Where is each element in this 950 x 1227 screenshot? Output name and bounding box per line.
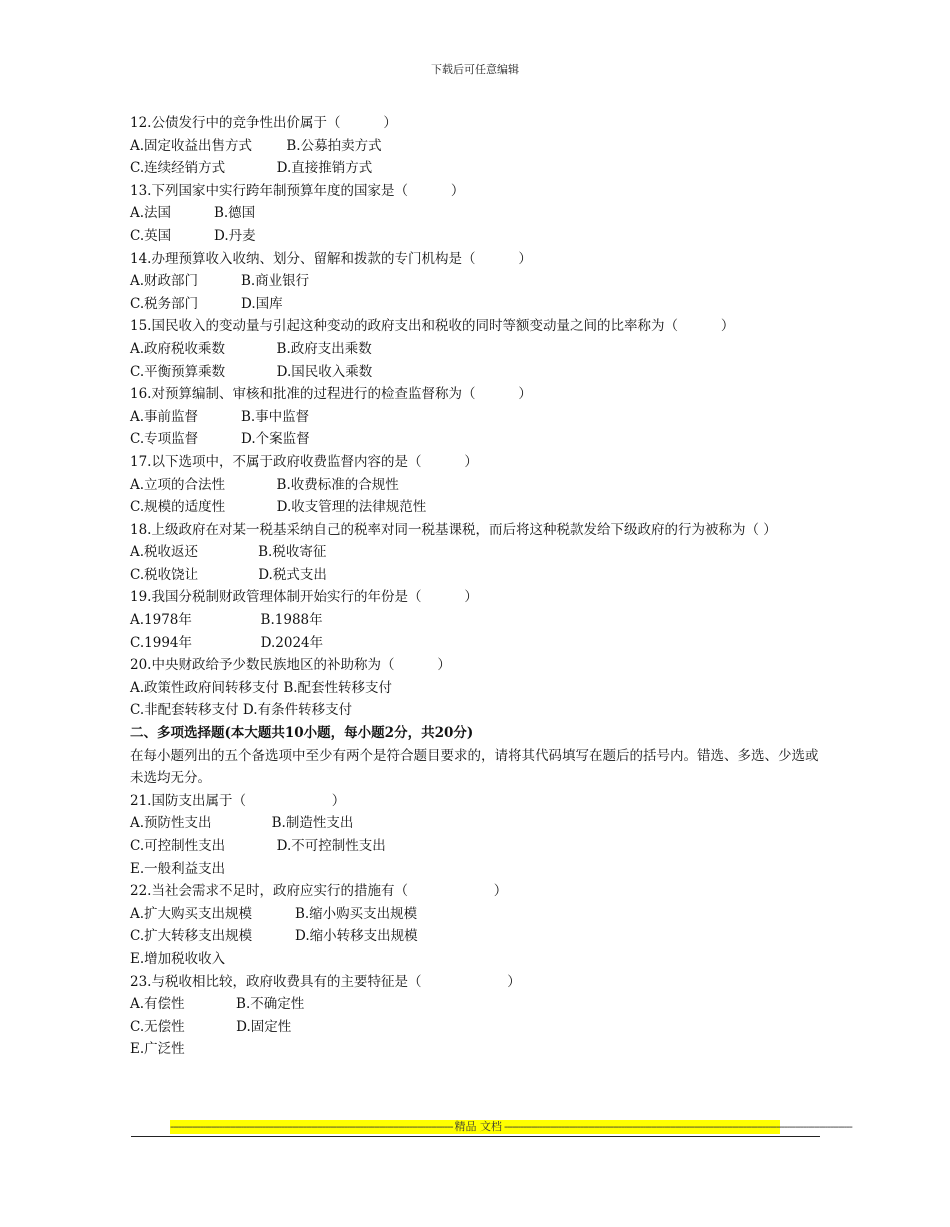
option-line: C.规模的适度性 D.收支管理的法律规范性	[130, 499, 427, 516]
option-line: A.政府税收乘数 B.政府支出乘数	[130, 340, 372, 357]
option-line: E.增加税收收入	[130, 950, 226, 967]
option-line: A.政策性政府间转移支付 B.配套性转移支付	[130, 679, 393, 696]
question-line: 13.下列国家中实行跨年制预算年度的国家是（ ）	[130, 182, 465, 199]
option-line: C.平衡预算乘数 D.国民收入乘数	[130, 363, 373, 380]
option-line: A.法国 B.德国	[130, 205, 256, 222]
option-line: A.1978年 B.1988年	[130, 612, 323, 629]
question-line: 12.公债发行中的竞争性出价属于（ ）	[130, 115, 397, 131]
option-line: C.连续经销方式 D.直接推销方式	[130, 160, 373, 177]
footer-rule	[131, 1136, 820, 1137]
option-line: E.广泛性	[130, 1041, 185, 1058]
question-line: 14.办理预算收入收纳、划分、留解和拨款的专门机构是（ ）	[130, 250, 532, 267]
option-line: A.固定收益出售方式 B.公募拍卖方式	[130, 137, 382, 154]
question-line: 17.以下选项中，不属于政府收费监督内容的是（ ）	[130, 453, 478, 470]
exam-content	[130, 112, 820, 1061]
question-line: 16.对预算编制、审核和批准的过程进行的检查监督称为（ ）	[130, 386, 532, 403]
question-line: 22.当社会需求不足时，政府应实行的措施有（ ）	[130, 883, 508, 900]
footer-dashes-right: --------------------------------------------------------------------------------------------------------------------------------	[504, 1120, 852, 1133]
question-line: 20.中央财政给予少数民族地区的补助称为（ ）	[130, 657, 451, 674]
option-line: C.税收饶让 D.税式支出	[130, 566, 327, 583]
section-heading: 二、多项选择题(本大题共10小题，每小题2分，共20分)	[130, 725, 474, 742]
option-line: A.扩大购买支出规模 B.缩小购买支出规模	[130, 905, 418, 922]
question-line: 15.国民收入的变动量与引起这种变动的政府支出和税收的同时等额变动量之间的比率称为（ ）	[130, 318, 735, 335]
option-line: A.预防性支出 B.制造性支出	[130, 815, 354, 832]
option-line: A.事前监督 B.事中监督	[130, 408, 310, 425]
page-footer	[170, 1120, 852, 1134]
option-line: C.无偿性 D.固定性	[130, 1018, 292, 1035]
question-line: 21.国防支出属于（ ）	[130, 792, 346, 809]
option-line: A.有偿性 B.不确定性	[130, 996, 305, 1013]
question-line: 23.与税收相比较，政府收费具有的主要特征是（ ）	[130, 973, 521, 990]
option-line: C.英国 D.丹麦	[130, 227, 256, 244]
option-line: C.扩大转移支出规模 D.缩小转移支出规模	[130, 928, 418, 945]
footer-dashes-left: --------------------------------------------------------------------------------------------------------	[170, 1120, 453, 1133]
option-line: C.可控制性支出 D.不可控制性支出	[130, 838, 386, 854]
question-line: 19.我国分税制财政管理体制开始实行的年份是（ ）	[130, 589, 478, 606]
option-line: C.非配套转移支付 D.有条件转移支付	[130, 702, 353, 719]
option-line: A.财政部门 B.商业银行	[130, 273, 310, 290]
option-line: C.1994年 D.2024年	[130, 634, 324, 651]
option-line: A.立项的合法性 B.收费标准的合规性	[130, 476, 399, 493]
option-line: E.一般利益支出	[130, 860, 226, 877]
option-line: A.税收返还 B.税收寄征	[130, 544, 327, 561]
option-line: C.税务部门 D.国库	[130, 295, 283, 312]
question-18: 18.上级政府在对某一税基采纳自己的税率对同一税基课税，而后将这种税款发给下级政府的行为被称为（ ）	[130, 521, 777, 538]
page-header: 下载后可任意编辑	[431, 63, 519, 76]
footer-label: 精品 文档	[454, 1120, 503, 1133]
section-instruction: 在每小题列出的五个备选项中至少有两个是符合题目要求的，请将其代码填写在题后的括号内。错选、多选、少选或未选均无分。	[130, 747, 819, 787]
option-line: C.专项监督 D.个案监督	[130, 431, 310, 448]
